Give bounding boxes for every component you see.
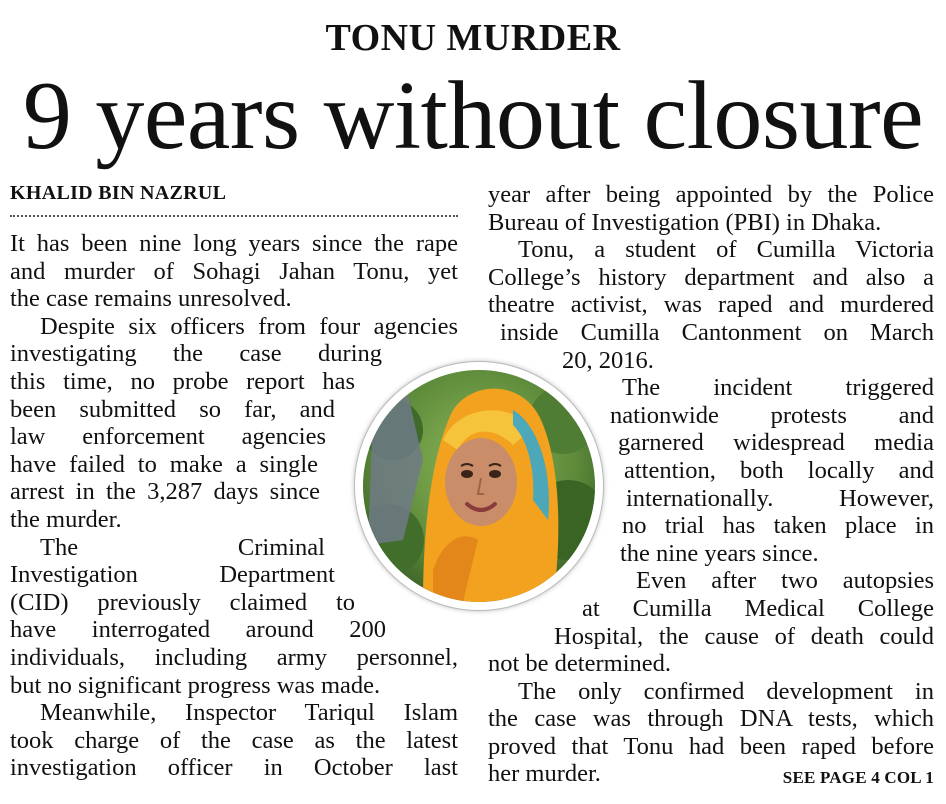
text-line: The only confirmed development in [518,677,934,705]
text-line: Meanwhile, Inspector Tariqul Islam [40,699,458,727]
portrait-photo [355,362,603,610]
portrait-photo-icon [363,370,595,602]
headline: 9 years without closure [22,62,924,170]
text-line: no trial has taken place in [622,512,934,540]
text-line: Even after two autopsies [636,567,934,595]
text-line: internationally. However, [626,484,934,512]
continuation-note: SEE PAGE 4 COL 1 [782,768,934,787]
kicker: TONU MURDER [325,17,621,59]
text-line: 20, 2016. [562,346,654,374]
text-line: Bureau of Investigation (PBI) in Dhaka. [488,208,882,236]
text-line: the murder. [10,505,122,533]
text-line: her murder. [488,760,601,788]
text-line: but no significant progress was made. [10,671,381,699]
text-line: investigation officer in October last [10,754,458,782]
text-line: not be determined. [488,650,672,678]
text-line: nationwide protests and [610,401,934,429]
text-line: individuals, including army personnel, [10,643,458,671]
text-line: the case remains unresolved. [10,285,292,313]
text-line: Despite six officers from four agencies [40,312,458,340]
text-line: have failed to make a single [10,450,318,478]
text-line: garnered widespread media [618,429,934,457]
text-line: College’s history department and also a [488,263,934,291]
text-line: year after being appointed by the Police [488,181,934,208]
text-line: inside Cumilla Cantonment on March [500,318,934,346]
text-line: arrest in the 3,287 days since [10,478,320,506]
text-line: investigating the case during [10,340,382,368]
text-line: attention, both locally and [624,456,934,484]
text-line: (CID) previously claimed to [10,588,355,616]
text-line: Hospital, the cause of death could [554,622,934,650]
text-line: The Criminal [40,533,325,561]
text-line: It has been nine long years since the rape [10,230,458,257]
text-line: the nine years since. [620,539,819,567]
text-line: the case was through DNA tests, which [488,705,934,733]
text-line: theatre activist, was raped and murdered [488,291,934,319]
text-line: at Cumilla Medical College [582,594,934,622]
text-line: have interrogated around 200 [10,616,386,644]
byline-divider [10,215,458,217]
text-line: Tonu, a student of Cumilla Victoria [518,236,934,264]
text-line: and murder of Sohagi Jahan Tonu, yet [10,257,458,285]
byline: KHALID BIN NAZRUL [10,182,227,204]
text-line: been submitted so far, and [10,395,335,423]
text-line: law enforcement agencies [10,423,326,451]
text-line: took charge of the case as the latest [10,726,458,754]
text-line: The incident triggered [622,374,934,402]
text-line: Investigation Department [10,561,335,589]
text-line: proved that Tonu had been raped before [488,732,934,760]
text-line: this time, no probe report has [10,367,355,395]
